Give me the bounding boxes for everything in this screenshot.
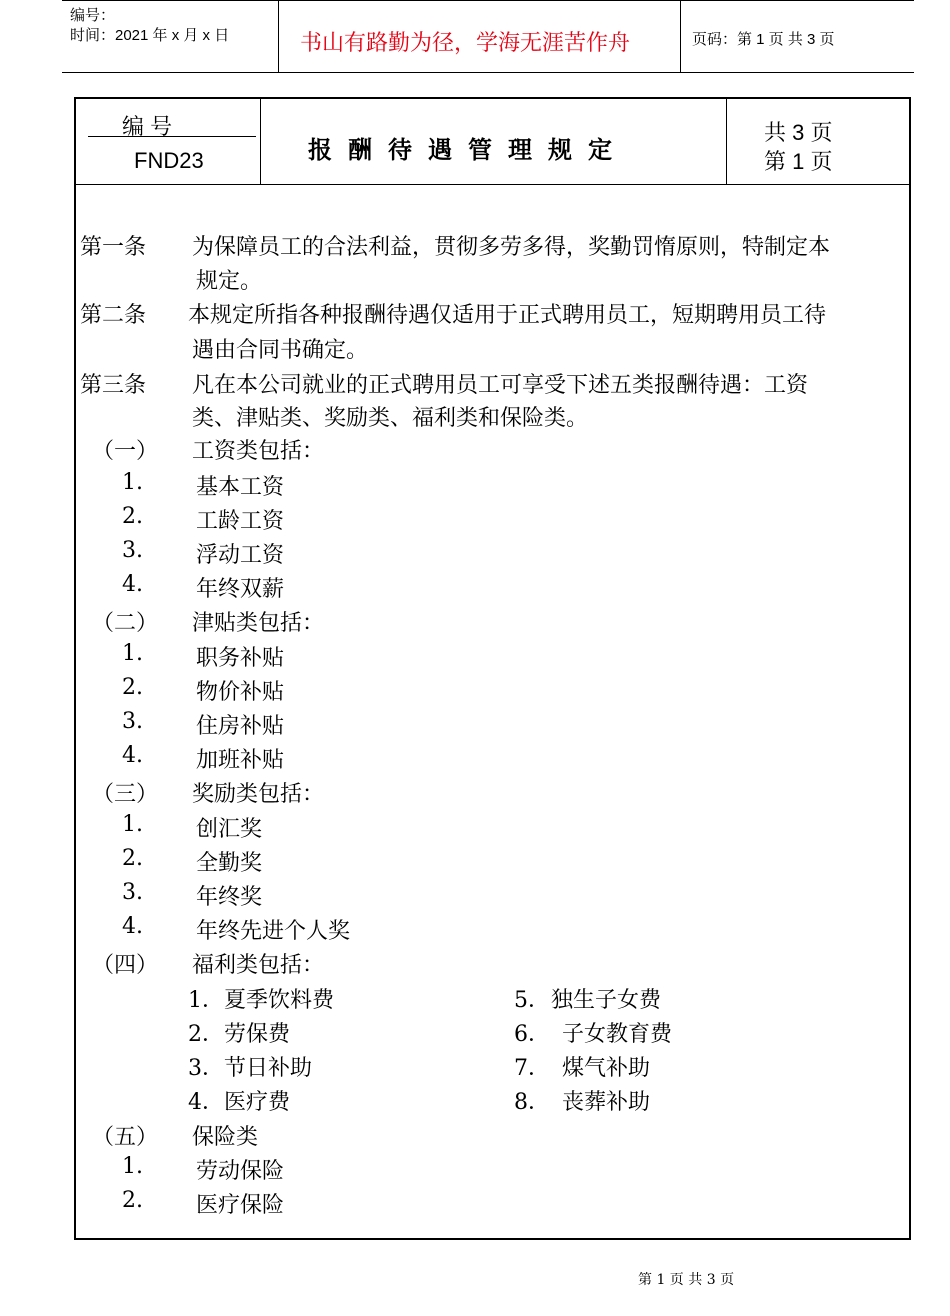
list-item: 3．节日补助 bbox=[188, 1056, 312, 1081]
list-item: 工龄工资 bbox=[196, 509, 285, 534]
list-item: 住房补贴 bbox=[196, 714, 285, 739]
doc-current-page: 第 1 页 bbox=[764, 149, 833, 174]
list-item-number: 1. bbox=[122, 812, 143, 837]
list-item-number: 3. bbox=[122, 880, 143, 905]
section-title: 保险类 bbox=[192, 1125, 259, 1150]
article-text: 为保障员工的合法利益，贯彻多劳多得，奖勤罚惰原则，特制定本 bbox=[192, 235, 831, 260]
article-text: 凡在本公司就业的正式聘用员工可享受下述五类报酬待遇：工资 bbox=[192, 373, 809, 398]
title-row-divider bbox=[74, 184, 911, 185]
section-title: 福利类包括： bbox=[192, 953, 325, 978]
list-item: 年终双薪 bbox=[196, 577, 285, 602]
list-item-number: 8． bbox=[514, 1090, 550, 1115]
article-text: 遇由合同书确定。 bbox=[192, 338, 369, 363]
article-text: 规定。 bbox=[196, 269, 263, 294]
list-item: 浮动工资 bbox=[196, 543, 285, 568]
list-item-number: 2. bbox=[122, 675, 143, 700]
list-item: 年终奖 bbox=[196, 885, 263, 910]
header-time: 时间：2021 年 x 月 x 日 bbox=[70, 27, 230, 44]
list-item: 煤气补助 bbox=[562, 1056, 651, 1081]
list-item: 全勤奖 bbox=[196, 851, 263, 876]
list-item: 职务补贴 bbox=[196, 646, 285, 671]
list-item-number: 3. bbox=[122, 538, 143, 563]
list-item: 丧葬补助 bbox=[562, 1090, 651, 1115]
list-item-number: 7． bbox=[514, 1056, 550, 1081]
section-title: 工资类包括： bbox=[192, 439, 325, 464]
list-item: 劳动保险 bbox=[196, 1159, 285, 1184]
header-page-info: 页码：第 1 页 共 3 页 bbox=[692, 31, 835, 48]
section-number: （一） bbox=[92, 439, 159, 464]
list-item: 医疗保险 bbox=[196, 1193, 285, 1218]
list-item-number: 1. bbox=[122, 641, 143, 666]
doc-title: 报酬待遇管理规定 bbox=[308, 136, 628, 164]
list-item: 创汇奖 bbox=[196, 817, 263, 842]
article-text: 本规定所指各种报酬待遇仅适用于正式聘用员工，短期聘用员工待 bbox=[188, 303, 827, 328]
list-item-number: 4. bbox=[122, 743, 143, 768]
list-item-number: 6． bbox=[514, 1022, 550, 1047]
list-item-number: 2. bbox=[122, 1188, 143, 1213]
article-number: 第二条 bbox=[80, 303, 147, 328]
list-item: 年终先进个人奖 bbox=[196, 919, 351, 944]
list-item-number: 1. bbox=[122, 470, 143, 495]
title-col-divider bbox=[726, 97, 727, 185]
article-number: 第一条 bbox=[80, 235, 147, 260]
list-item-number: 1. bbox=[122, 1154, 143, 1179]
list-item: 4．医疗费 bbox=[188, 1090, 290, 1115]
list-item-number: 3. bbox=[122, 709, 143, 734]
header-motto: 书山有路勤为径，学海无涯苦作舟 bbox=[300, 31, 631, 56]
header-top-rule bbox=[62, 0, 914, 1]
title-col-divider bbox=[260, 97, 261, 185]
list-item: 基本工资 bbox=[196, 475, 285, 500]
doc-code-value: FND23 bbox=[134, 148, 204, 173]
header-bottom-rule bbox=[62, 72, 914, 73]
section-title: 津贴类包括： bbox=[192, 611, 325, 636]
section-number: （四） bbox=[92, 953, 159, 978]
list-item: 2．劳保费 bbox=[188, 1022, 290, 1047]
header-code-label: 编号： bbox=[70, 7, 116, 24]
list-item-number: 4. bbox=[122, 572, 143, 597]
page-footer: 第 1 页 共 3 页 bbox=[638, 1272, 735, 1288]
header-divider bbox=[680, 0, 681, 73]
article-text: 类、津贴类、奖励类、福利类和保险类。 bbox=[192, 406, 589, 431]
list-item-number: 4. bbox=[122, 914, 143, 939]
list-item: 子女教育费 bbox=[562, 1022, 673, 1047]
list-item-number: 2. bbox=[122, 846, 143, 871]
section-title: 奖励类包括： bbox=[192, 782, 325, 807]
list-item-number: 2. bbox=[122, 504, 143, 529]
list-item: 加班补贴 bbox=[196, 748, 285, 773]
doc-code-heading: 编 号 bbox=[122, 114, 173, 139]
header-divider bbox=[278, 0, 279, 73]
list-item-number: 5． bbox=[514, 988, 550, 1013]
list-item: 独生子女费 bbox=[551, 988, 662, 1013]
list-item: 物价补贴 bbox=[196, 680, 285, 705]
article-number: 第三条 bbox=[80, 373, 147, 398]
doc-total-pages: 共 3 页 bbox=[764, 120, 833, 145]
list-item: 1．夏季饮料费 bbox=[188, 988, 334, 1013]
section-number: （三） bbox=[92, 782, 159, 807]
section-number: （二） bbox=[92, 611, 159, 636]
section-number: （五） bbox=[92, 1125, 159, 1150]
